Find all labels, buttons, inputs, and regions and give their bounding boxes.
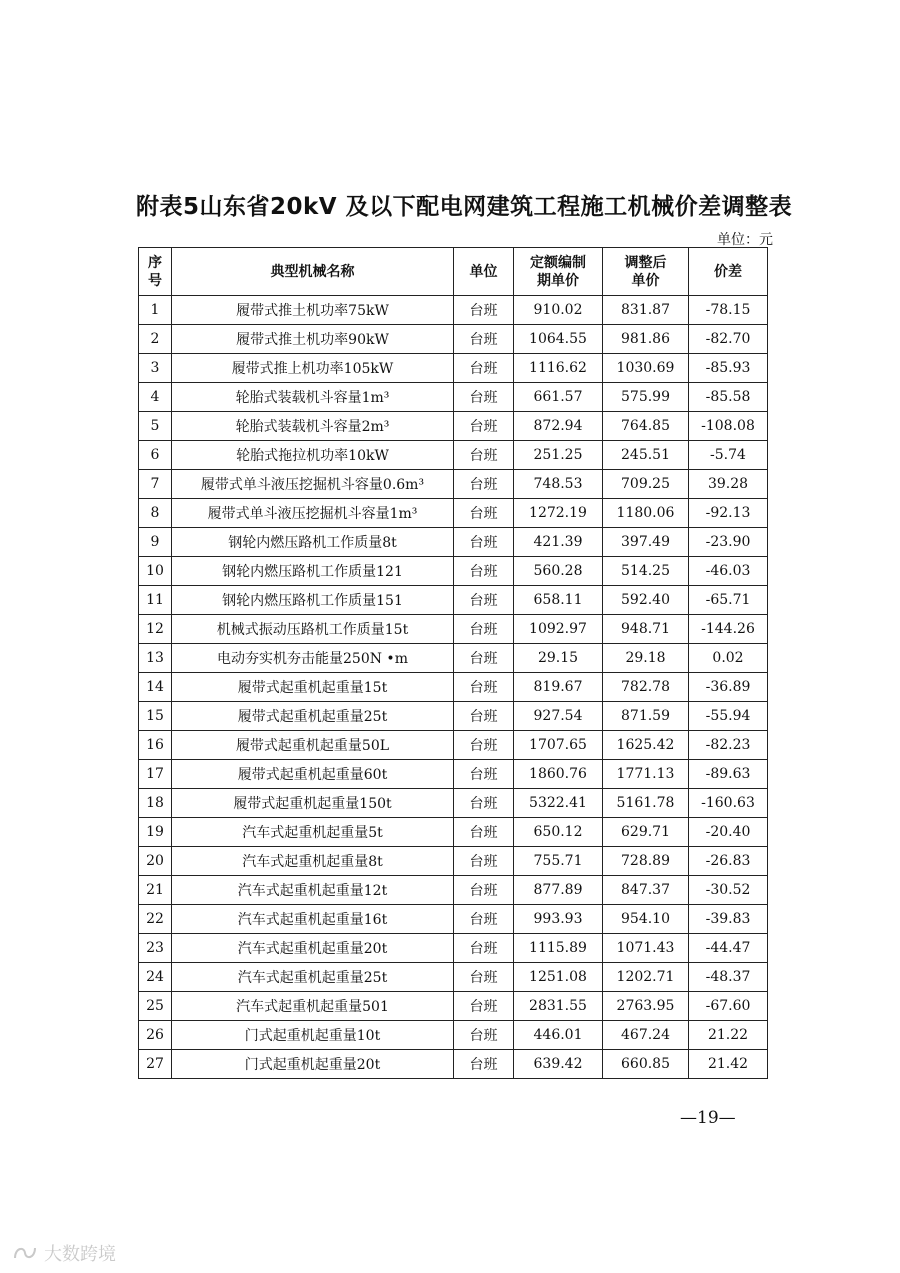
cell-machine-name: 履带式起重机起重量150t <box>172 789 454 818</box>
cell-index: 2 <box>139 325 172 354</box>
cell-machine-name: 履带式起重机起重量50L <box>172 731 454 760</box>
cell-machine-name: 汽车式起重机起重量8t <box>172 847 454 876</box>
cell-index: 26 <box>139 1021 172 1050</box>
header-adjusted-price-line2: 单价 <box>631 272 660 289</box>
table-row <box>139 905 768 934</box>
table-row <box>139 615 768 644</box>
cell-unit: 台班 <box>454 412 514 441</box>
cell-adjusted-price: 592.40 <box>603 586 689 615</box>
cell-machine-name: 履带式单斗液压挖掘机斗容量1m³ <box>172 499 454 528</box>
cell-base-price: 927.54 <box>514 702 603 731</box>
header-base-price <box>514 248 603 296</box>
cell-base-price: 446.01 <box>514 1021 603 1050</box>
table-row <box>139 789 768 818</box>
cell-adjusted-price: 660.85 <box>603 1050 689 1079</box>
cell-adjusted-price: 1071.43 <box>603 934 689 963</box>
cell-unit: 台班 <box>454 383 514 412</box>
cell-index: 5 <box>139 412 172 441</box>
cell-adjusted-price: 1771.13 <box>603 760 689 789</box>
table-row <box>139 528 768 557</box>
cell-unit: 台班 <box>454 644 514 673</box>
cell-machine-name: 钢轮内燃压路机工作质量151 <box>172 586 454 615</box>
cell-unit: 台班 <box>454 992 514 1021</box>
cell-base-price: 1115.89 <box>514 934 603 963</box>
watermark-text: 大数跨境 <box>44 1244 116 1265</box>
table-row <box>139 586 768 615</box>
cell-unit: 台班 <box>454 1021 514 1050</box>
table-row <box>139 441 768 470</box>
table-row <box>139 1050 768 1079</box>
cell-unit: 台班 <box>454 905 514 934</box>
table-row <box>139 1021 768 1050</box>
header-index-line2: 号 <box>148 272 162 289</box>
cell-difference: -5.74 <box>689 441 768 470</box>
cell-base-price: 661.57 <box>514 383 603 412</box>
cell-index: 6 <box>139 441 172 470</box>
cell-unit: 台班 <box>454 731 514 760</box>
cell-index: 9 <box>139 528 172 557</box>
cell-base-price: 1092.97 <box>514 615 603 644</box>
cell-difference: 21.22 <box>689 1021 768 1050</box>
cell-unit: 台班 <box>454 789 514 818</box>
table-row <box>139 702 768 731</box>
cell-machine-name: 机械式振动压路机工作质量15t <box>172 615 454 644</box>
cell-base-price: 1272.19 <box>514 499 603 528</box>
cell-machine-name: 钢轮内燃压路机工作质量8t <box>172 528 454 557</box>
cell-index: 27 <box>139 1050 172 1079</box>
cell-adjusted-price: 728.89 <box>603 847 689 876</box>
cell-difference: -85.58 <box>689 383 768 412</box>
table-row <box>139 934 768 963</box>
table-row <box>139 673 768 702</box>
cell-machine-name: 履带式起重机起重量25t <box>172 702 454 731</box>
cell-unit: 台班 <box>454 760 514 789</box>
table-row <box>139 644 768 673</box>
cell-adjusted-price: 847.37 <box>603 876 689 905</box>
cell-unit: 台班 <box>454 847 514 876</box>
cell-difference: -85.93 <box>689 354 768 383</box>
cell-difference: -44.47 <box>689 934 768 963</box>
cell-unit: 台班 <box>454 934 514 963</box>
watermark-logo-icon <box>12 1244 38 1262</box>
cell-adjusted-price: 29.18 <box>603 644 689 673</box>
cell-machine-name: 履带式单斗液压挖掘机斗容量0.6m³ <box>172 470 454 499</box>
cell-unit: 台班 <box>454 702 514 731</box>
cell-base-price: 2831.55 <box>514 992 603 1021</box>
cell-machine-name: 履带式起重机起重量15t <box>172 673 454 702</box>
cell-machine-name: 门式起重机起重量10t <box>172 1021 454 1050</box>
cell-difference: -39.83 <box>689 905 768 934</box>
cell-adjusted-price: 948.71 <box>603 615 689 644</box>
cell-index: 25 <box>139 992 172 1021</box>
table-row <box>139 470 768 499</box>
cell-unit: 台班 <box>454 354 514 383</box>
cell-base-price: 5322.41 <box>514 789 603 818</box>
cell-difference: -20.40 <box>689 818 768 847</box>
header-adjusted-price <box>603 248 689 296</box>
table-row <box>139 963 768 992</box>
cell-adjusted-price: 1180.06 <box>603 499 689 528</box>
cell-adjusted-price: 467.24 <box>603 1021 689 1050</box>
cell-index: 4 <box>139 383 172 412</box>
table-row <box>139 760 768 789</box>
header-adjusted-price-line1: 调整后 <box>624 254 667 271</box>
cell-difference: 39.28 <box>689 470 768 499</box>
cell-index: 11 <box>139 586 172 615</box>
cell-machine-name: 履带式推土机功率90kW <box>172 325 454 354</box>
cell-difference: 21.42 <box>689 1050 768 1079</box>
cell-index: 20 <box>139 847 172 876</box>
cell-adjusted-price: 709.25 <box>603 470 689 499</box>
watermark <box>12 1240 116 1266</box>
cell-difference: -89.63 <box>689 760 768 789</box>
cell-machine-name: 轮胎式装载机斗容量1m³ <box>172 383 454 412</box>
cell-index: 16 <box>139 731 172 760</box>
cell-difference: -65.71 <box>689 586 768 615</box>
cell-base-price: 993.93 <box>514 905 603 934</box>
cell-index: 15 <box>139 702 172 731</box>
cell-index: 7 <box>139 470 172 499</box>
cell-machine-name: 履带式推土机功率75kW <box>172 296 454 325</box>
cell-difference: -92.13 <box>689 499 768 528</box>
cell-adjusted-price: 397.49 <box>603 528 689 557</box>
cell-unit: 台班 <box>454 470 514 499</box>
cell-machine-name: 汽车式起重机起重量16t <box>172 905 454 934</box>
cell-adjusted-price: 1625.42 <box>603 731 689 760</box>
table-row <box>139 992 768 1021</box>
cell-index: 13 <box>139 644 172 673</box>
cell-adjusted-price: 1030.69 <box>603 354 689 383</box>
cell-difference: -48.37 <box>689 963 768 992</box>
cell-adjusted-price: 2763.95 <box>603 992 689 1021</box>
cell-machine-name: 汽车式起重机起重量20t <box>172 934 454 963</box>
cell-machine-name: 汽车式起重机起重量5t <box>172 818 454 847</box>
table-row <box>139 847 768 876</box>
cell-adjusted-price: 245.51 <box>603 441 689 470</box>
cell-machine-name: 门式起重机起重量20t <box>172 1050 454 1079</box>
cell-machine-name: 钢轮内燃压路机工作质量121 <box>172 557 454 586</box>
cell-base-price: 1064.55 <box>514 325 603 354</box>
cell-index: 24 <box>139 963 172 992</box>
cell-unit: 台班 <box>454 963 514 992</box>
cell-difference: -82.23 <box>689 731 768 760</box>
table-row <box>139 818 768 847</box>
cell-adjusted-price: 1202.71 <box>603 963 689 992</box>
cell-base-price: 650.12 <box>514 818 603 847</box>
cell-base-price: 819.67 <box>514 673 603 702</box>
cell-difference: -23.90 <box>689 528 768 557</box>
header-difference: 价差 <box>689 248 768 296</box>
cell-index: 19 <box>139 818 172 847</box>
header-base-price-line1: 定额编制 <box>530 254 586 271</box>
cell-unit: 台班 <box>454 673 514 702</box>
header-index-line1: 序 <box>148 254 162 271</box>
cell-adjusted-price: 782.78 <box>603 673 689 702</box>
cell-base-price: 658.11 <box>514 586 603 615</box>
header-base-price-line2: 期单价 <box>537 272 579 289</box>
cell-base-price: 748.53 <box>514 470 603 499</box>
table-row <box>139 876 768 905</box>
cell-adjusted-price: 831.87 <box>603 296 689 325</box>
cell-adjusted-price: 871.59 <box>603 702 689 731</box>
cell-base-price: 1116.62 <box>514 354 603 383</box>
cell-difference: -26.83 <box>689 847 768 876</box>
cell-base-price: 877.89 <box>514 876 603 905</box>
cell-base-price: 29.15 <box>514 644 603 673</box>
machinery-price-table <box>138 247 768 1079</box>
table-row <box>139 383 768 412</box>
cell-index: 23 <box>139 934 172 963</box>
cell-adjusted-price: 764.85 <box>603 412 689 441</box>
page-title: 附表5山东省20kV 及以下配电网建筑工程施工机械价差调整表 <box>136 194 793 220</box>
cell-unit: 台班 <box>454 557 514 586</box>
cell-difference: -30.52 <box>689 876 768 905</box>
cell-adjusted-price: 575.99 <box>603 383 689 412</box>
cell-difference: -36.89 <box>689 673 768 702</box>
cell-base-price: 1251.08 <box>514 963 603 992</box>
table-header-row <box>139 248 768 296</box>
cell-unit: 台班 <box>454 296 514 325</box>
cell-difference: -67.60 <box>689 992 768 1021</box>
cell-difference: -160.63 <box>689 789 768 818</box>
cell-unit: 台班 <box>454 499 514 528</box>
cell-difference: -108.08 <box>689 412 768 441</box>
cell-base-price: 421.39 <box>514 528 603 557</box>
cell-machine-name: 汽车式起重机起重量501 <box>172 992 454 1021</box>
cell-unit: 台班 <box>454 528 514 557</box>
header-index <box>139 248 172 296</box>
cell-index: 17 <box>139 760 172 789</box>
cell-machine-name: 汽车式起重机起重量12t <box>172 876 454 905</box>
cell-unit: 台班 <box>454 325 514 354</box>
table-row <box>139 296 768 325</box>
unit-note: 单位：元 <box>717 232 773 248</box>
cell-unit: 台班 <box>454 876 514 905</box>
cell-adjusted-price: 514.25 <box>603 557 689 586</box>
cell-adjusted-price: 954.10 <box>603 905 689 934</box>
cell-index: 14 <box>139 673 172 702</box>
header-unit: 单位 <box>454 248 514 296</box>
cell-adjusted-price: 629.71 <box>603 818 689 847</box>
cell-base-price: 1860.76 <box>514 760 603 789</box>
table-row <box>139 412 768 441</box>
cell-index: 8 <box>139 499 172 528</box>
cell-unit: 台班 <box>454 818 514 847</box>
cell-index: 21 <box>139 876 172 905</box>
cell-unit: 台班 <box>454 1050 514 1079</box>
cell-difference: -55.94 <box>689 702 768 731</box>
cell-machine-name: 履带式起重机起重量60t <box>172 760 454 789</box>
cell-machine-name: 履带式推上机功率105kW <box>172 354 454 383</box>
cell-index: 3 <box>139 354 172 383</box>
table-row <box>139 557 768 586</box>
cell-unit: 台班 <box>454 615 514 644</box>
cell-index: 1 <box>139 296 172 325</box>
table-row <box>139 354 768 383</box>
cell-index: 22 <box>139 905 172 934</box>
table-row <box>139 499 768 528</box>
cell-machine-name: 汽车式起重机起重量25t <box>172 963 454 992</box>
header-name: 典型机械名称 <box>172 248 454 296</box>
cell-adjusted-price: 981.86 <box>603 325 689 354</box>
cell-machine-name: 轮胎式装载机斗容量2m³ <box>172 412 454 441</box>
cell-difference: -78.15 <box>689 296 768 325</box>
cell-index: 12 <box>139 615 172 644</box>
cell-index: 18 <box>139 789 172 818</box>
cell-difference: -144.26 <box>689 615 768 644</box>
cell-adjusted-price: 5161.78 <box>603 789 689 818</box>
cell-base-price: 1707.65 <box>514 731 603 760</box>
cell-base-price: 639.42 <box>514 1050 603 1079</box>
page-number: —19— <box>680 1108 736 1128</box>
table-body <box>139 296 768 1079</box>
cell-difference: -82.70 <box>689 325 768 354</box>
cell-base-price: 755.71 <box>514 847 603 876</box>
cell-unit: 台班 <box>454 586 514 615</box>
cell-index: 10 <box>139 557 172 586</box>
cell-unit: 台班 <box>454 441 514 470</box>
cell-machine-name: 轮胎式拖拉机功率10kW <box>172 441 454 470</box>
cell-difference: -46.03 <box>689 557 768 586</box>
cell-base-price: 560.28 <box>514 557 603 586</box>
table-row <box>139 731 768 760</box>
cell-base-price: 910.02 <box>514 296 603 325</box>
cell-base-price: 251.25 <box>514 441 603 470</box>
cell-machine-name: 电动夯实机夯击能量250N •m <box>172 644 454 673</box>
table-row <box>139 325 768 354</box>
cell-difference: 0.02 <box>689 644 768 673</box>
cell-base-price: 872.94 <box>514 412 603 441</box>
